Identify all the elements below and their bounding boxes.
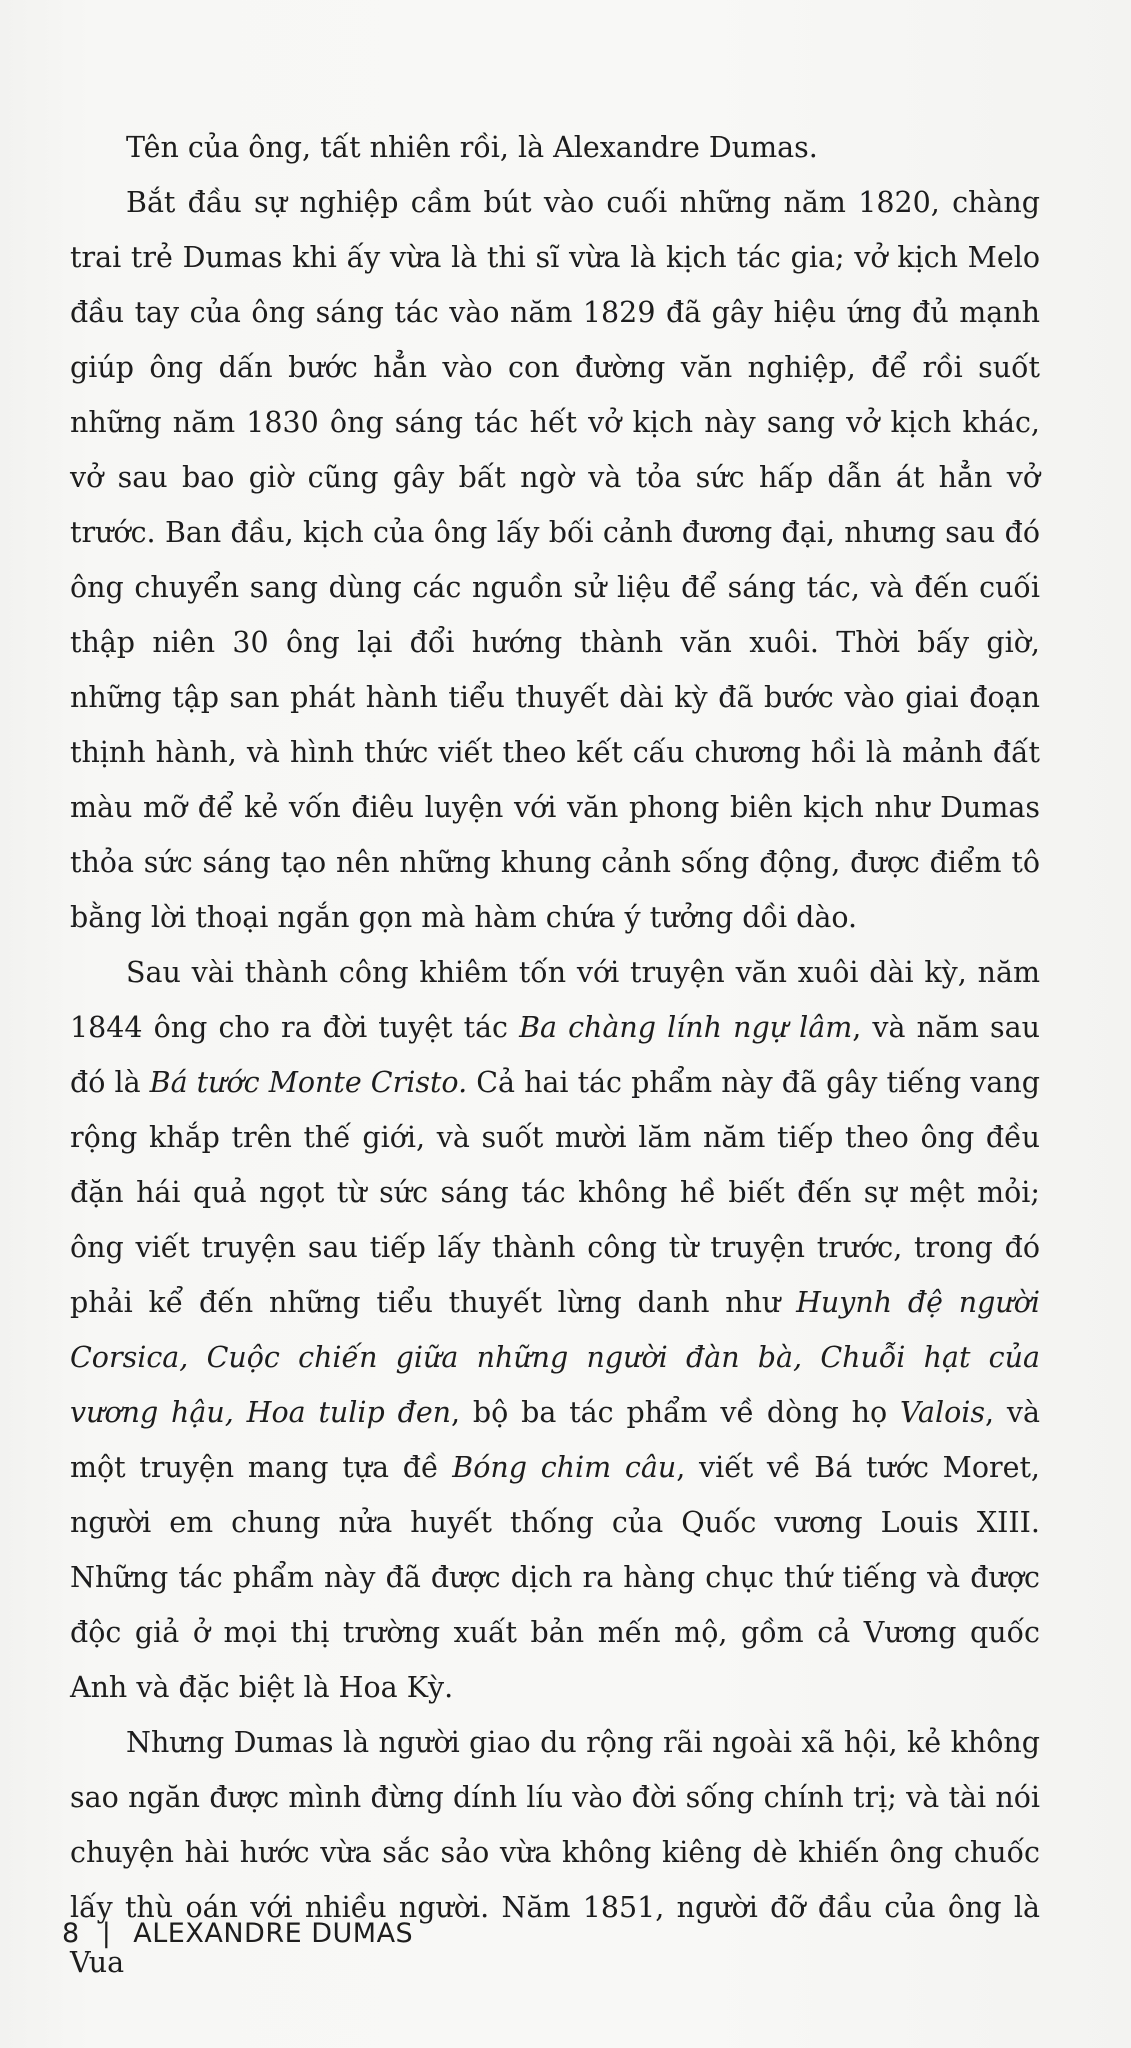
body-text bbox=[70, 120, 1040, 1990]
paragraph bbox=[70, 945, 1040, 1715]
paragraph-text: , viết về Bá tước Moret, người em chung nửa huyết thống của Quốc vương Louis XIII. Những tác phẩm này đã được dịch ra hàng chục thứ tiếng và được độc giả ở mọi thị trường xuất bản mến mộ, gồm cả Vương quốc Anh và đặc biệt là Hoa Kỳ. bbox=[70, 1451, 1040, 1704]
paragraph-text: Sau vài thành công khiêm tốn với truyện văn xuôi dài kỳ, năm 1844 ông cho ra đời tuyệt tác bbox=[70, 956, 1040, 1044]
paragraph-text: Nhưng Dumas là người giao du rộng rãi ngoài xã hội, kẻ không sao ngăn được mình đừng dính líu vào đời sống chính trị; và tài nói chuyện hài hước vừa sắc sảo vừa không kiêng dè khiến ông chuốc lấy thù oán với nhiều người. Năm 1851, người đỡ đầu của ông là Vua bbox=[70, 1726, 1040, 1979]
paragraph-text: Bắt đầu sự nghiệp cầm bút vào cuối những năm 1820, chàng trai trẻ Dumas khi ấy vừa là thi sĩ vừa là kịch tác gia; vở kịch Melo đầu tay của ông sáng tác vào năm 1829 đã gây hiệu ứng đủ mạnh giúp ông dấn bước hẳn vào con đường văn nghiệp, để rồi suốt những năm 1830 ông sáng tác hết vở kịch này sang vở kịch khác, vở sau bao giờ cũng gây bất ngờ và tỏa sức hấp dẫn át hẳn vở trước. Ban đầu, kịch của ông lấy bối cảnh đương đại, nhưng sau đó ông chuyển sang dùng các nguồn sử liệu để sáng tác, và đến cuối thập niên 30 ông lại đổi hướng thành văn xuôi. Thời bấy giờ, những tập san phát hành tiểu thuyết dài kỳ đã bước vào giai đoạn thịnh hành, và hình thức viết theo kết cấu chương hồi là mảnh đất màu mỡ để kẻ vốn điêu luyện với văn phong biên kịch như Dumas thỏa sức sáng tạo nên những khung cảnh sống động, được điểm tô bằng lời thoại ngắn gọn mà hàm chứa ý tưởng dồi dào. bbox=[70, 186, 1040, 934]
italic-title-text: Bá tước Monte Cristo. bbox=[149, 1066, 468, 1099]
footer-separator: | bbox=[101, 1918, 112, 1949]
page-footer bbox=[62, 1918, 413, 1949]
paragraph-text: , và năm sau đó là bbox=[70, 1011, 1040, 1099]
page-number: 8 bbox=[62, 1918, 80, 1949]
italic-title-text: Huynh đệ người Corsica, Cuộc chiến giữa những người đàn bà, Chuỗi hạt của vương hậu, Hoa tulip đen bbox=[70, 1286, 1040, 1429]
paragraph-text: , và một truyện mang tựa đề bbox=[70, 1396, 1040, 1484]
paragraph-text: Cả hai tác phẩm này đã gây tiếng vang rộng khắp trên thế giới, và suốt mười lăm năm tiếp theo ông đều đặn hái quả ngọt từ sức sáng tác không hề biết đến sự mệt mỏi; ông viết truyện sau tiếp lấy thành công từ truyện trước, trong đó phải kể đến những tiểu thuyết lừng danh như bbox=[70, 1066, 1040, 1319]
paragraph bbox=[70, 175, 1040, 945]
paragraph bbox=[70, 120, 1040, 175]
italic-title-text: Valois bbox=[900, 1396, 986, 1429]
paragraph-text: Tên của ông, tất nhiên rồi, là Alexandre Dumas. bbox=[126, 131, 818, 164]
running-title: ALEXANDRE DUMAS bbox=[133, 1918, 414, 1949]
italic-title-text: Ba chàng lính ngự lâm bbox=[519, 1011, 853, 1044]
paragraph-text: , bộ ba tác phẩm về dòng họ bbox=[451, 1396, 901, 1429]
italic-title-text: Bóng chim câu bbox=[452, 1451, 677, 1484]
